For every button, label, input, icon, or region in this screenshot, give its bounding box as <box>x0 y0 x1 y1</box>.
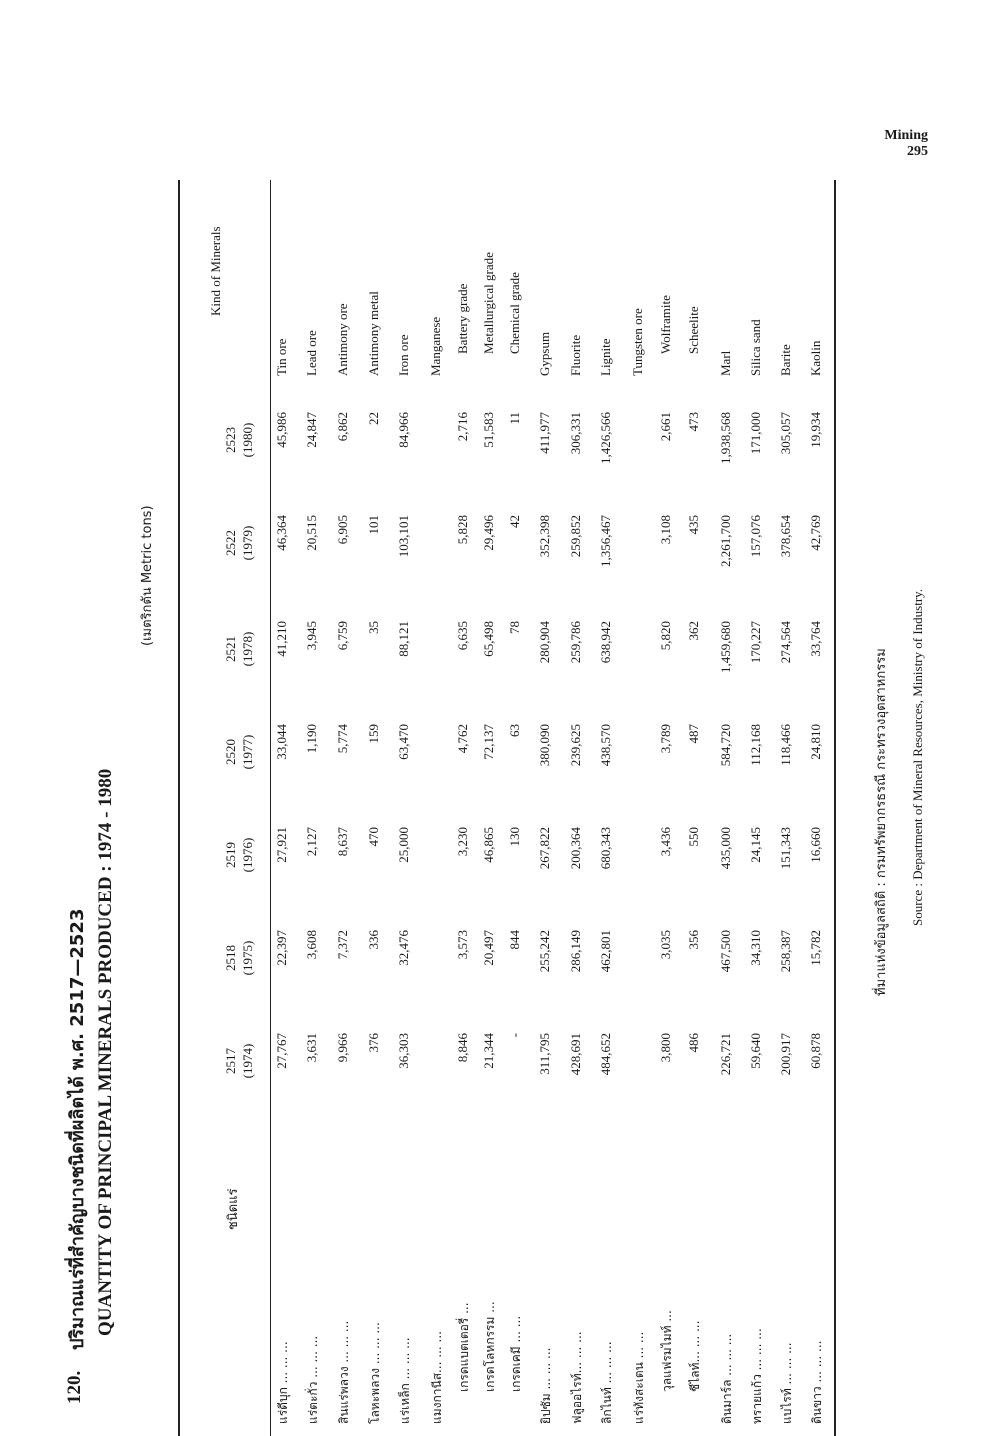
table-cell: 130 <box>507 827 522 847</box>
top-rule <box>178 180 180 1436</box>
english-column-header: Kind of Minerals <box>208 226 223 316</box>
year-header-2 <box>222 827 256 883</box>
row-english-label: Antimony metal <box>366 291 381 376</box>
table-cell: 3,608 <box>304 930 319 960</box>
table-cell: 27,767 <box>274 1033 289 1069</box>
table-cell: 311,795 <box>537 1033 552 1075</box>
row-thai-label: เกรดแบตเตอรี่ ... <box>457 1302 471 1392</box>
row-thai-label: ลิกไนท์ ... ... ... <box>600 1341 614 1424</box>
table-cell: 45,986 <box>274 412 289 448</box>
table-cell: 46,364 <box>274 515 289 551</box>
year-header-5 <box>222 515 256 571</box>
table-cell: 25,000 <box>396 827 411 863</box>
row-thai-label: ทรายแก้ว ... ... ... <box>750 1328 764 1424</box>
unit-note: (เมตริกตัน Metric tons) <box>140 505 155 646</box>
table-cell: 435,000 <box>718 827 733 870</box>
table-cell: 1,190 <box>304 724 319 754</box>
table-cell: 3,945 <box>304 621 319 651</box>
table-cell: 42,769 <box>808 515 823 551</box>
table-cell: 65,498 <box>481 621 496 657</box>
table-cell: 467,500 <box>718 930 733 973</box>
row-english-label: Iron ore <box>396 334 411 376</box>
row-english-label: Marl <box>718 350 733 376</box>
table-cell: 20,515 <box>304 515 319 551</box>
table-cell: 352,398 <box>537 515 552 558</box>
table-cell: 171,000 <box>748 412 763 455</box>
table-cell: 157,076 <box>748 515 763 558</box>
table-cell: 27,921 <box>274 827 289 863</box>
row-english-label: Tungsten ore <box>630 308 645 376</box>
table-cell: 486 <box>686 1033 701 1053</box>
table-cell: 286,149 <box>568 930 583 973</box>
row-thai-label: แร่ทังสะเตน ... ... <box>632 1331 646 1424</box>
table-cell: 3,789 <box>658 724 673 754</box>
year-header-4 <box>222 621 256 677</box>
year-be: 2520 <box>223 739 238 765</box>
english-title: QUANTITY OF PRINCIPAL MINERALS PRODUCED : 1974 - 1980 <box>95 768 116 1336</box>
row-english-label: Antimony ore <box>335 303 350 376</box>
table-cell: 200,917 <box>778 1033 793 1076</box>
row-thai-label: แร่เหล็ก ... ... ... <box>398 1337 412 1424</box>
table-cell: 35 <box>366 621 381 634</box>
row-english-label: Manganese <box>428 316 443 376</box>
table-cell: 462,801 <box>598 930 613 973</box>
table-cell: 259,786 <box>568 621 583 664</box>
row-english-label: Tin ore <box>274 338 289 376</box>
table-cell: 33,044 <box>274 724 289 760</box>
source-english: Source : Department of Mineral Resources, Ministry of Industry. <box>910 588 925 926</box>
table-cell: 1,356,467 <box>598 515 613 567</box>
table-cell: 411,977 <box>537 412 552 454</box>
table-cell: 60,878 <box>808 1033 823 1069</box>
year-be: 2519 <box>223 842 238 868</box>
year-ad: (1976) <box>240 837 255 873</box>
table-cell: 21,344 <box>481 1033 496 1069</box>
table-cell: 118,466 <box>778 724 793 766</box>
table-cell: 638,942 <box>598 621 613 664</box>
table-cell: 200,364 <box>568 827 583 870</box>
table-cell: 88,121 <box>396 621 411 657</box>
table-cell: 267,822 <box>537 827 552 870</box>
row-english-label: Barite <box>778 344 793 376</box>
row-english-label: Chemical grade <box>507 272 522 354</box>
table-cell: 484,652 <box>598 1033 613 1076</box>
year-ad: (1977) <box>240 734 255 770</box>
row-thai-label: สินแร่พลวง ... ... ... <box>337 1320 351 1424</box>
row-english-label: Wolframite <box>658 295 673 354</box>
section-label: Mining <box>884 128 928 143</box>
table-cell: 3,631 <box>304 1033 319 1063</box>
table-cell: - <box>507 1033 522 1038</box>
table-cell: 24,847 <box>304 412 319 448</box>
table-cell: 470 <box>366 827 381 847</box>
table-cell: 8,637 <box>335 827 350 857</box>
table-cell: 239,625 <box>568 724 583 767</box>
table-cell: 1,426,566 <box>598 412 613 464</box>
table-cell: 159 <box>366 724 381 744</box>
table-cell: 550 <box>686 827 701 847</box>
table-cell: 5,774 <box>335 724 350 754</box>
table-cell: 29,496 <box>481 515 496 551</box>
table-cell: 33,764 <box>808 621 823 657</box>
table-cell: 2,716 <box>455 412 470 442</box>
table-cell: 356 <box>686 930 701 950</box>
year-be: 2523 <box>223 427 238 453</box>
table-cell: 9,966 <box>335 1033 350 1063</box>
year-ad: (1975) <box>240 940 255 976</box>
table-cell: 259,852 <box>568 515 583 558</box>
year-be: 2518 <box>223 945 238 971</box>
table-cell: 63 <box>507 724 522 737</box>
table-cell: 24,145 <box>748 827 763 863</box>
table-cell: 72,137 <box>481 724 496 760</box>
table-cell: 6,635 <box>455 621 470 651</box>
table-cell: 170,227 <box>748 621 763 664</box>
year-be: 2522 <box>223 530 238 556</box>
table-cell: 41,210 <box>274 621 289 657</box>
table-cell: 584,720 <box>718 724 733 767</box>
table-cell: 3,436 <box>658 827 673 857</box>
row-thai-label: วุลแฟรมไมท์ ... <box>660 1310 674 1392</box>
row-english-label: Fluorite <box>568 334 583 376</box>
row-thai-label: แร่ดีบุก ... ... ... <box>276 1341 290 1424</box>
table-cell: 473 <box>686 412 701 432</box>
table-cell: 1,459,680 <box>718 621 733 673</box>
year-ad: (1979) <box>240 525 255 561</box>
table-cell: 362 <box>686 621 701 641</box>
row-english-label: Metallurgical grade <box>481 252 496 354</box>
row-english-label: Scheelite <box>686 306 701 354</box>
row-thai-label: แมงกานีส... ... ... <box>430 1331 444 1424</box>
table-cell: 5,820 <box>658 621 673 651</box>
table-cell: 19,934 <box>808 412 823 448</box>
table-cell: 487 <box>686 724 701 744</box>
thai-column-header: ชนิดแร่ <box>226 1188 241 1230</box>
table-cell: 1,938,568 <box>718 412 733 464</box>
year-be: 2521 <box>223 636 238 662</box>
table-cell: 34,310 <box>748 930 763 966</box>
year-header-1 <box>222 930 256 986</box>
row-english-label: Battery grade <box>455 283 470 354</box>
row-thai-label: ดินขาว ... ... ... <box>810 1340 824 1424</box>
table-cell: 435 <box>686 515 701 535</box>
table-cell: 5,828 <box>455 515 470 545</box>
table-cell: 4,762 <box>455 724 470 754</box>
table-cell: 680,343 <box>598 827 613 870</box>
table-cell: 376 <box>366 1033 381 1053</box>
row-english-label: Gypsum <box>537 331 552 376</box>
year-header-0 <box>222 1033 256 1089</box>
row-thai-label: ดินมาร์ล ... ... ... <box>720 1333 734 1424</box>
table-cell: 46,865 <box>481 827 496 863</box>
year-ad: (1978) <box>240 631 255 667</box>
table-cell: 36,303 <box>396 1033 411 1069</box>
row-thai-label: เกรดโลหกรรม ... <box>483 1301 497 1392</box>
source-thai: ที่มาแห่งข้อมูลสถิติ : กรมทรัพยากรธรณี กระทรวงอุตสาหกรรม <box>874 648 889 996</box>
table-cell: 258,387 <box>778 930 793 973</box>
table-cell: 336 <box>366 930 381 950</box>
row-thai-label: ชีไลท์... ... ... <box>688 1320 702 1392</box>
row-thai-label: แบไรท์ ... ... ... <box>780 1342 794 1424</box>
row-thai-label: เกรดเคมี ... ... <box>509 1315 523 1392</box>
table-cell: 3,573 <box>455 930 470 960</box>
table-cell: 3,108 <box>658 515 673 545</box>
table-cell: 20,497 <box>481 930 496 966</box>
bottom-rule <box>834 180 836 1436</box>
row-english-label: Lignite <box>598 338 613 376</box>
table-cell: 378,654 <box>778 515 793 558</box>
table-cell: 22,397 <box>274 930 289 966</box>
table-cell: 2,127 <box>304 827 319 857</box>
table-cell: 305,057 <box>778 412 793 455</box>
year-header-6 <box>222 412 256 468</box>
row-thai-label: แร่ตะกั่ว ... ... ... <box>306 1335 320 1424</box>
row-thai-label: ฟลูออไรท์... ... ... <box>570 1331 584 1424</box>
table-cell: 6,862 <box>335 412 350 442</box>
table-cell: 16,660 <box>808 827 823 863</box>
table-cell: 2,261,700 <box>718 515 733 567</box>
table-cell: 101 <box>366 515 381 535</box>
year-be: 2517 <box>223 1048 238 1074</box>
table-cell: 428,691 <box>568 1033 583 1076</box>
table-cell: 112,168 <box>748 724 763 766</box>
table-cell: 6,905 <box>335 515 350 545</box>
table-cell: 7,372 <box>335 930 350 960</box>
table-cell: 32,476 <box>396 930 411 966</box>
row-english-label: Silica sand <box>748 319 763 376</box>
table-cell: 24,810 <box>808 724 823 760</box>
table-cell: 3,035 <box>658 930 673 960</box>
row-thai-label: โลหะพลวง ... ... ... <box>368 1322 382 1424</box>
table-cell: 15,782 <box>808 930 823 966</box>
table-cell: 438,570 <box>598 724 613 767</box>
table-cell: 380,090 <box>537 724 552 767</box>
table-cell: 59,640 <box>748 1033 763 1069</box>
table-cell: 51,583 <box>481 412 496 448</box>
table-cell: 84,966 <box>396 412 411 448</box>
table-cell: 151,343 <box>778 827 793 870</box>
table-number: 120. <box>64 1370 85 1404</box>
table-cell: 226,721 <box>718 1033 733 1076</box>
row-english-label: Lead ore <box>304 330 319 376</box>
table-cell: 306,331 <box>568 412 583 455</box>
year-header-3 <box>222 724 256 780</box>
year-ad: (1980) <box>240 422 255 458</box>
row-english-label: Kaolin <box>808 340 823 376</box>
row-thai-label: ยิปซัม ... ... ... <box>539 1347 553 1424</box>
table-cell: 6,759 <box>335 621 350 651</box>
table-cell: 63,470 <box>396 724 411 760</box>
header-rule <box>270 180 271 1436</box>
page-number: 295 <box>907 144 928 159</box>
table-cell: 78 <box>507 621 522 634</box>
table-cell: 274,564 <box>778 621 793 664</box>
table-cell: 255,242 <box>537 930 552 973</box>
table-cell: 22 <box>366 412 381 425</box>
table-cell: 103,101 <box>396 515 411 558</box>
year-ad: (1974) <box>240 1043 255 1079</box>
thai-title: ปริมาณแร่ที่สำคัญบางชนิดที่ผลิตได้ พ.ศ. 2517—2523 <box>67 908 88 1350</box>
table-cell: 11 <box>507 412 522 425</box>
table-cell: 3,230 <box>455 827 470 857</box>
table-cell: 8,846 <box>455 1033 470 1063</box>
table-cell: 3,800 <box>658 1033 673 1063</box>
table-cell: 844 <box>507 930 522 950</box>
table-cell: 42 <box>507 515 522 528</box>
table-cell: 280,904 <box>537 621 552 664</box>
table-cell: 2,661 <box>658 412 673 442</box>
